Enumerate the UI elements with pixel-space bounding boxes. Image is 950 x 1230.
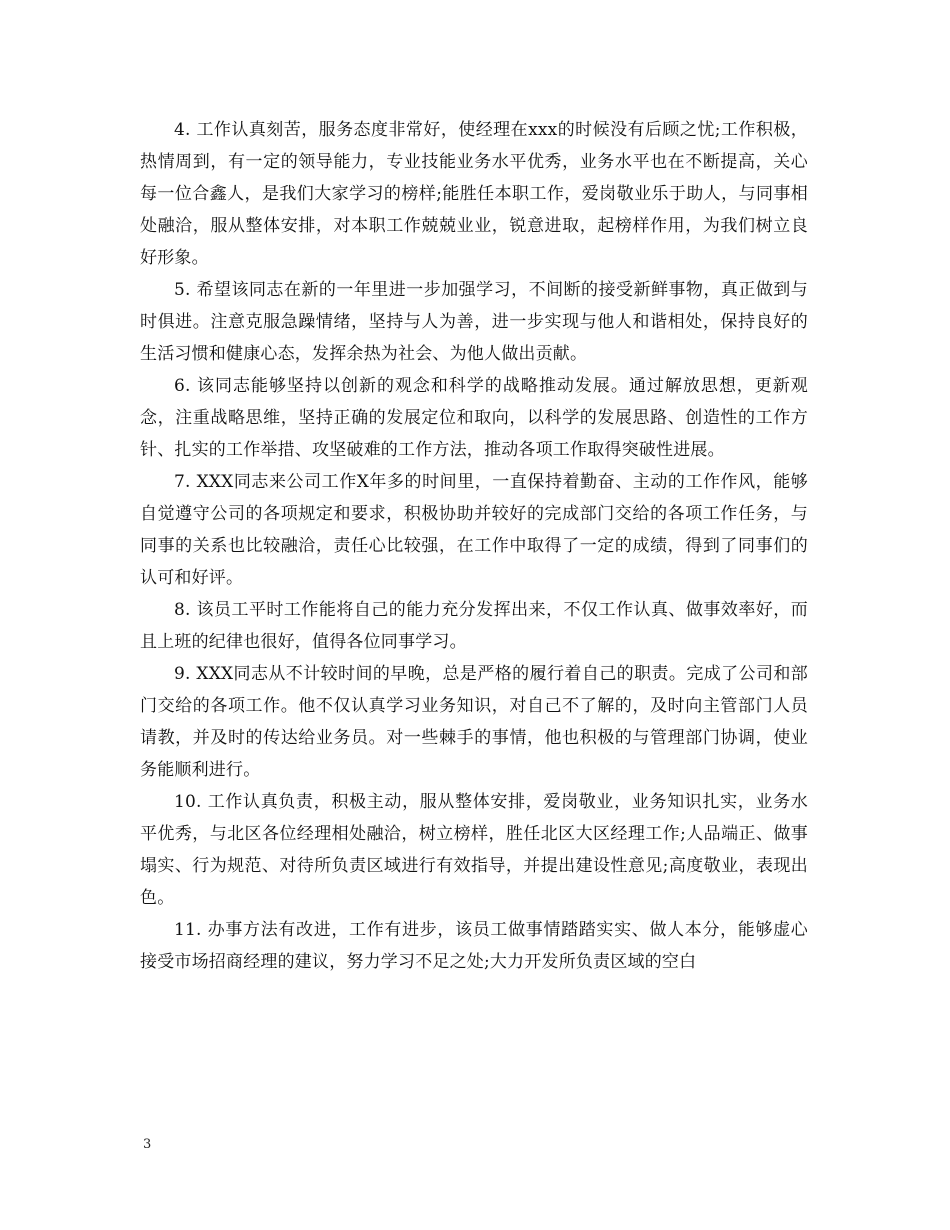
paragraph-item-8: 8. 该员工平时工作能将自己的能力充分发挥出来，不仅工作认真、做事效率好，而且上班的纪律也很好，值得各位同事学习。 (140, 600, 808, 652)
paragraph-item-5: 5. 希望该同志在新的一年里进一步加强学习，不间断的接受新鲜事物，真正做到与时俱进。注意克服急躁情绪，坚持与人为善，进一步实现与他人和谐相处，保持良好的生活习惯和健康心态，发挥余热为社会、为他人做出贡献。 (140, 280, 808, 364)
paragraph-item-6: 6. 该同志能够坚持以创新的观念和科学的战略推动发展。通过解放思想，更新观念，注重战略思维，坚持正确的发展定位和取向，以科学的发展思路、创造性的工作方针、扎实的工作举措、攻坚破难的工作方法，推动各项工作取得突破性进展。 (140, 376, 808, 460)
paragraph-item-9: 9. XXX同志从不计较时间的早晚，总是严格的履行着自己的职责。完成了公司和部门交给的各项工作。他不仅认真学习业务知识，对自己不了解的，及时向主管部门人员请教，并及时的传达给业务员。对一些棘手的事情，他也积极的与管理部门协调，使业务能顺利进行。 (140, 664, 808, 780)
paragraph-item-7: 7. XXX同志来公司工作X年多的时间里，一直保持着勤奋、主动的工作作风，能够自觉遵守公司的各项规定和要求，积极协助并较好的完成部门交给的各项工作任务，与同事的关系也比较融洽，责任心比较强，在工作中取得了一定的成绩，得到了同事们的认可和好评。 (140, 472, 808, 588)
paragraph-item-4: 4. 工作认真刻苦，服务态度非常好，使经理在xxx的时候没有后顾之忧;工作积极，热情周到，有一定的领导能力，专业技能业务水平优秀，业务水平也在不断提高，关心每一位合鑫人，是我们大家学习的榜样;能胜任本职工作，爱岗敬业乐于助人，与同事相处融洽，服从整体安排，对本职工作兢兢业业，锐意进取，起榜样作用，为我们树立良好形象。 (140, 120, 808, 268)
paragraph-item-10: 10. 工作认真负责，积极主动，服从整体安排，爱岗敬业，业务知识扎实，业务水平优秀，与北区各位经理相处融洽，树立榜样，胜任北区大区经理工作;人品端正、做事塌实、行为规范、对待所负责区域进行有效指导，并提出建设性意见;高度敬业，表现出色。 (140, 792, 808, 908)
paragraph-item-11: 11. 办事方法有改进，工作有进步，该员工做事情踏踏实实、做人本分，能够虚心接受市场招商经理的建议，努力学习不足之处;大力开发所负责区域的空白 (140, 920, 808, 972)
document-body (140, 114, 808, 978)
page-number: 3 (143, 1137, 152, 1152)
